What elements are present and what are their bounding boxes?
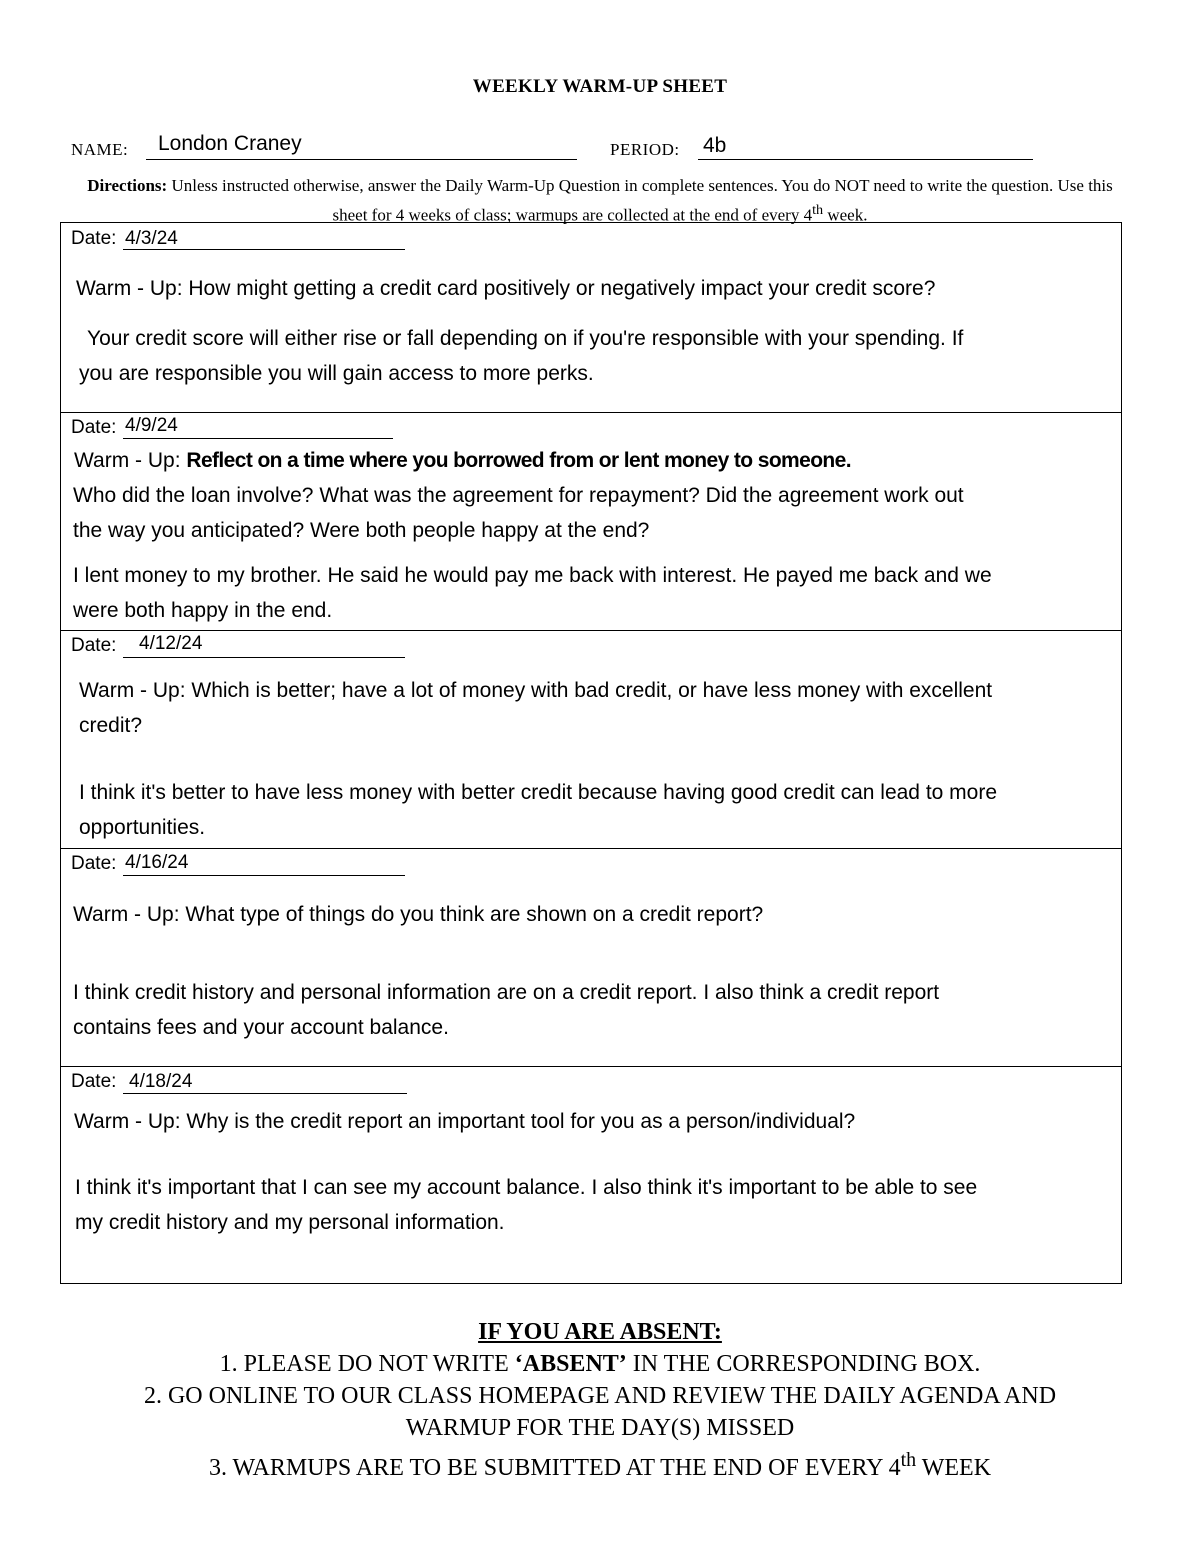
warmup-question bbox=[74, 443, 851, 478]
answer-line[interactable]: Your credit score will either rise or fall depending on if you're responsible with your spending. If bbox=[87, 327, 964, 350]
page-title: WEEKLY WARM-UP SHEET bbox=[472, 76, 728, 97]
warmup-entry bbox=[61, 223, 1121, 413]
warmup-entry bbox=[61, 413, 1121, 631]
question-bold: Reflect on a time where you borrowed from or lent money to someone. bbox=[186, 449, 851, 472]
period-underline bbox=[698, 159, 1033, 160]
date-field[interactable]: 4/9/24 bbox=[125, 415, 178, 436]
date-field[interactable]: 4/16/24 bbox=[125, 852, 189, 873]
question-line: the way you anticipated? Were both people happy at the end? bbox=[73, 519, 650, 542]
period-field[interactable]: 4b bbox=[703, 134, 727, 157]
date-underline bbox=[123, 1093, 407, 1094]
answer-line[interactable]: I think it's better to have less money with better credit because having good credit can lead to more bbox=[79, 781, 998, 804]
answer-line[interactable]: I lent money to my brother. He said he would pay me back with interest. He payed me back and we bbox=[73, 564, 992, 587]
absent-item-sup: th bbox=[900, 1449, 917, 1471]
date-underline bbox=[123, 657, 405, 658]
date-label: Date: bbox=[71, 1071, 117, 1092]
absent-item-bold: ‘ABSENT’ bbox=[514, 1351, 627, 1377]
answer-line[interactable]: I think it's important that I can see my account balance. I also think it's important to be able to see bbox=[75, 1176, 978, 1199]
date-field[interactable]: 4/3/24 bbox=[125, 228, 178, 249]
directions bbox=[68, 174, 1132, 228]
absent-item: 2. GO ONLINE TO OUR CLASS HOMEPAGE AND REVIEW THE DAILY AGENDA AND bbox=[143, 1383, 1057, 1409]
warmup-entry bbox=[61, 849, 1121, 1067]
warmup-table bbox=[60, 222, 1122, 1284]
absent-item bbox=[0, 1348, 1200, 1380]
answer-line[interactable]: opportunities. bbox=[79, 816, 206, 839]
date-field[interactable]: 4/12/24 bbox=[139, 633, 203, 654]
period-label: PERIOD: bbox=[610, 140, 680, 159]
absent-item: WARMUP FOR THE DAY(S) MISSED bbox=[405, 1415, 795, 1441]
date-underline bbox=[123, 875, 405, 876]
name-field[interactable]: London Craney bbox=[158, 132, 302, 155]
date-label: Date: bbox=[71, 228, 117, 249]
name-underline bbox=[146, 159, 577, 160]
date-underline bbox=[123, 438, 393, 439]
absent-item-text: WEEK bbox=[916, 1455, 992, 1481]
answer-line[interactable]: I think credit history and personal information are on a credit report. I also think a credit report bbox=[73, 981, 940, 1004]
absent-item-text: IN THE CORRESPONDING BOX. bbox=[626, 1351, 981, 1377]
date-label: Date: bbox=[71, 635, 117, 656]
absent-item-text: 3. WARMUPS ARE TO BE SUBMITTED AT THE END OF EVERY 4 bbox=[208, 1455, 901, 1481]
absent-heading: IF YOU ARE ABSENT: bbox=[478, 1319, 722, 1345]
answer-line[interactable]: you are responsible you will gain access to more perks. bbox=[79, 362, 594, 385]
question-line: Warm - Up: Which is better; have a lot of money with bad credit, or have less money with excellent bbox=[79, 679, 993, 702]
question-line: credit? bbox=[79, 714, 143, 737]
absent-item-text: 1. PLEASE DO NOT WRITE bbox=[219, 1351, 515, 1377]
answer-line[interactable]: were both happy in the end. bbox=[73, 599, 333, 622]
directions-text: Unless instructed otherwise, answer the Daily Warm-Up Question in complete sentences. You do NOT need to write the question. Use this sheet for 4 weeks of class; warmups are collected at the end of every 4 bbox=[167, 176, 1113, 225]
date-label: Date: bbox=[71, 417, 117, 438]
question-prefix: Warm - Up: bbox=[74, 449, 187, 472]
name-label: NAME: bbox=[71, 140, 129, 159]
warmup-entry bbox=[61, 1067, 1121, 1282]
answer-line[interactable]: contains fees and your account balance. bbox=[73, 1016, 449, 1039]
warmup-question: Warm - Up: Why is the credit report an important tool for you as a person/individual? bbox=[74, 1110, 856, 1133]
date-label: Date: bbox=[71, 853, 117, 874]
date-field[interactable]: 4/18/24 bbox=[129, 1071, 193, 1092]
absent-item bbox=[0, 1444, 1200, 1484]
directions-label: Directions: bbox=[87, 176, 168, 195]
absent-instructions bbox=[0, 1316, 1200, 1484]
warmup-question: Warm - Up: What type of things do you think are shown on a credit report? bbox=[73, 903, 764, 926]
directions-text-end: week. bbox=[823, 205, 868, 225]
warmup-question: Warm - Up: How might getting a credit card positively or negatively impact your credit score? bbox=[76, 277, 936, 300]
warmup-entry bbox=[61, 631, 1121, 849]
directions-sup: th bbox=[812, 202, 824, 218]
question-line: Who did the loan involve? What was the agreement for repayment? Did the agreement work out bbox=[73, 484, 964, 507]
answer-line[interactable]: my credit history and my personal information. bbox=[75, 1211, 505, 1234]
